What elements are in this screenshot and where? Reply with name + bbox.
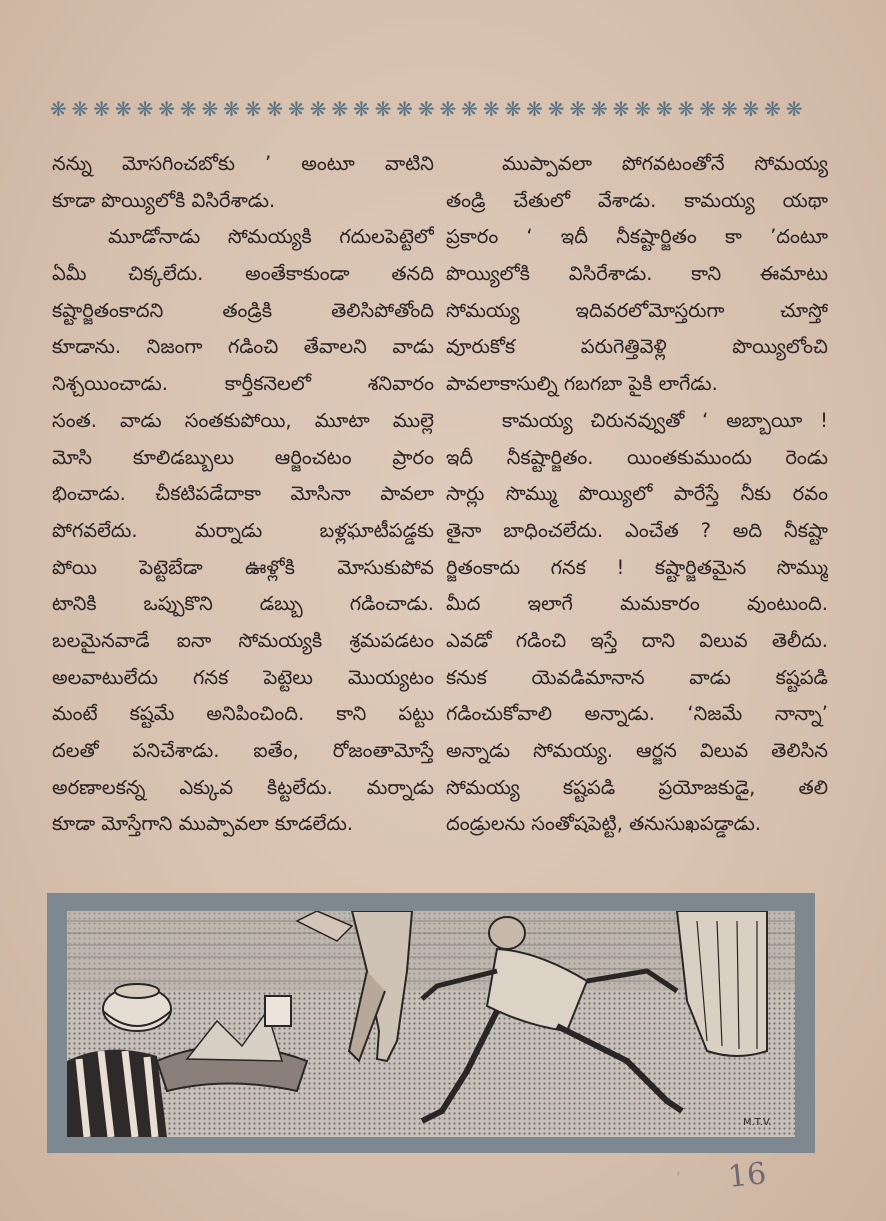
text-line: కష్టార్జితంకాదని తండ్రికి తెలిసిపోతోంది <box>52 298 434 322</box>
illustration-drawing <box>67 911 795 1137</box>
text-line: అలవాటులేదు గనక పెట్టెలు మొయ్యటం <box>52 665 434 689</box>
text-line: ర్జితంకాదు గనక ! కష్టార్జితమైన సొమ్ము <box>446 555 828 579</box>
text-line: మూడోనాడు సోమయ్యకి గదులపెట్టెలో <box>108 225 434 249</box>
text-line: మంటే కష్టమే అనిపించింది. కాని పట్టు <box>52 702 434 726</box>
text-line: మోసి కూలిడబ్బులు ఆర్జించటం ప్రారం <box>52 445 434 469</box>
text-line: వూరుకోక పరుగెత్తివెళ్లి పొయ్యిలోంచి <box>446 335 828 359</box>
left-text-column <box>52 146 434 843</box>
text-line: ప్రకారం ‘ ఇదీ నీకష్టార్జితం కా ’దంటూ <box>446 225 828 249</box>
text-line: టానికి ఒప్పుకొని డబ్బు గడించాడు. <box>52 592 434 616</box>
text-line: కూడా మోస్తేగాని ముప్పావలా కూడలేదు. <box>52 812 354 836</box>
ornament-border: ❋ ❋ ❋ ❋ ❋ ❋ ❋ ❋ ❋ ❋ ❋ ❋ ❋ ❋ ❋ ❋ ❋ ❋ ❋ ❋ ❋ ❋ ❋ ❋ ❋ ❋ ❋ ❋ ❋ ❋ ❋ ❋ ❋ ❋ ❋ <box>50 97 802 121</box>
text-line: సంత. వాడు సంతకుపోయి, మూటా ముల్లె <box>52 408 434 432</box>
text-line: మీద ఇలాగే మమకారం వుంటుంది. <box>446 592 828 616</box>
text-line: నిశ్చయించాడు. కార్తీకనెలలో శనివారం <box>52 372 434 396</box>
text-line: దలతో పనిచేశాడు. ఐతేం, రోజంతామోస్తే <box>52 739 434 762</box>
text-line: ఎవడో గడించి ఇస్తే దాని విలువ తెలీదు. <box>446 628 828 652</box>
text-line: తండ్రి చేతులో వేశాడు. కామయ్య యథా <box>446 188 828 212</box>
story-illustration <box>47 893 815 1153</box>
clay-pot-icon <box>103 984 171 1031</box>
text-line: నన్ను మోసగించబోకు ’ అంటూ వాటిని <box>52 152 434 175</box>
illustration-halftone-area <box>67 911 795 1137</box>
text-line: కనుక యెవడిమానాన వాడు కష్టపడి <box>446 665 828 689</box>
text-line: తైనా బాధించలేదు. ఎంచేత ? అది నీకష్టా <box>446 518 828 542</box>
text-line: దండ్రులను సంతోషపెట్టి, తనుసుఖపడ్డాడు. <box>446 812 762 836</box>
hearth-stove-icon <box>157 996 307 1091</box>
text-line: బలమైనవాడే ఐనా సోమయ్యకి శ్రమపడటం <box>52 628 434 652</box>
text-line: పొయ్యిలోకి విసిరేశాడు. కాని ఈమాటు <box>446 262 828 286</box>
text-line: భించాడు. చీకటిపడేదాకా మోసినా పావలా <box>52 482 434 506</box>
text-line: అన్నాడు సోమయ్య. ఆర్జన విలువ తెలిసిన <box>446 739 828 762</box>
text-line: ముప్పావలా పోగవటంతోనే సోమయ్య <box>502 152 828 175</box>
striped-pillow-icon <box>67 1050 167 1137</box>
page-mark: ‘ <box>676 1168 682 1187</box>
text-line: సోమయ్య ఇదివరలోమోస్తరుగా చూస్తో <box>446 298 828 322</box>
text-line: కూడాను. నిజంగా గడించి తేవాలని వాడు <box>52 335 434 359</box>
text-line: కూడా పొయ్యిలోకి విసిరేశాడు. <box>52 188 276 212</box>
text-line: ఏమీ చిక్కలేదు. అంతేకాకుండా తనది <box>52 262 434 286</box>
text-line: కామయ్య చిరునవ్వుతో ‘ అబ్బాయీ ! <box>502 408 828 432</box>
text-line: ఇదీ నీకష్టార్జితం. యింతకుముందు రెండు <box>446 445 828 469</box>
text-line: అరణాలకన్న ఎక్కువ కిట్టలేదు. మర్నాడు <box>52 775 434 799</box>
text-line: గడించుకోవాలి అన్నాడు. ‘నిజమే నాన్నా’ <box>446 702 828 726</box>
right-text-column <box>446 146 828 843</box>
text-line: పోగవలేదు. మర్నాడు బళ్లఘాటీపడ్డకు <box>52 518 434 542</box>
text-line: పావలాకాసుల్ని గబగబా పైకి లాగేడు. <box>446 372 718 396</box>
text-line: పోయి పెట్టెబేడా ఊళ్లోకి మోసుకుపోవ <box>52 555 434 579</box>
text-line: సార్లు సొమ్ము పొయ్యిలో పారేస్తే నీకు రవం <box>446 482 828 506</box>
text-line: సోమయ్య కష్టపడి ప్రయోజకుడై, తలి <box>446 775 828 799</box>
robed-figure-right <box>677 911 767 1056</box>
page-number: 16 <box>726 1156 768 1195</box>
illustrator-signature: M.T.V. <box>743 1117 772 1128</box>
